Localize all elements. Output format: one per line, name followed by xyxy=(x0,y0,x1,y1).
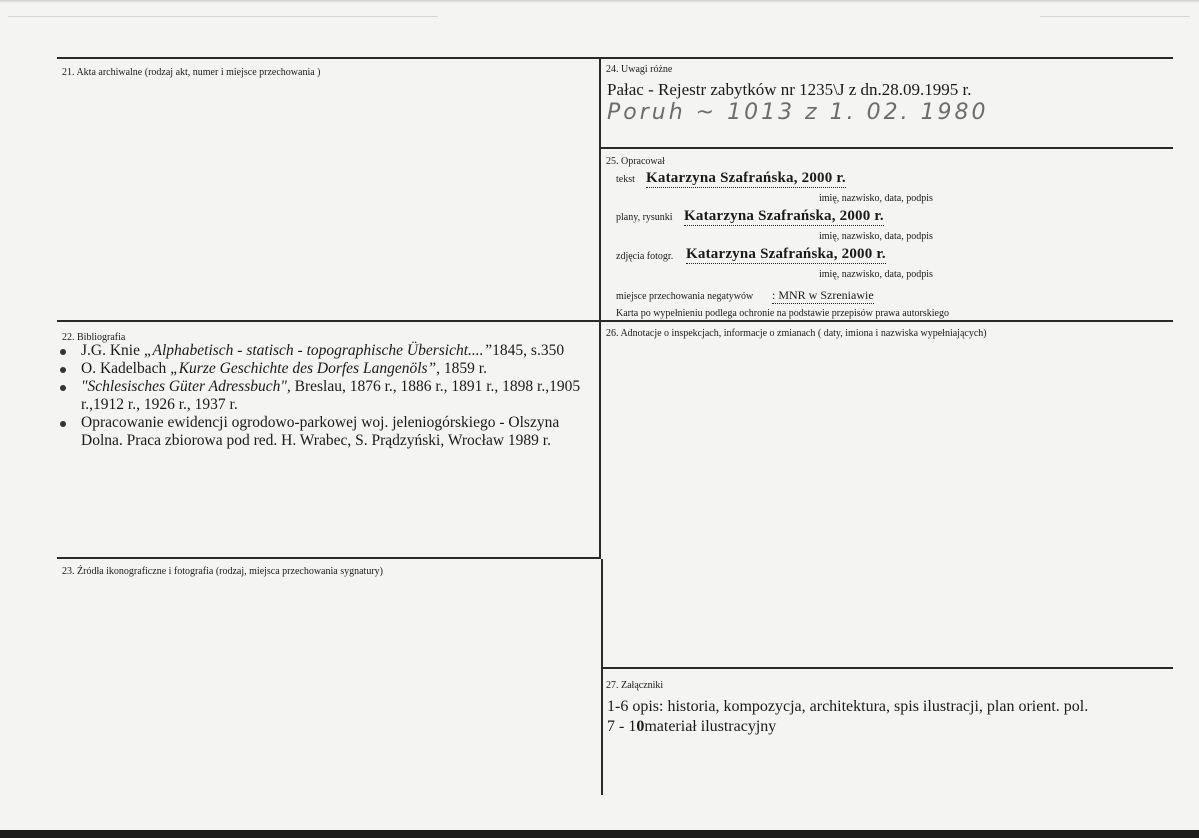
bullet-icon xyxy=(60,349,66,355)
section-23-title: 23. Źródła ikonograficzne i fotografia (rodzaj, miejsca przechowania sygnatury) xyxy=(62,566,383,577)
divider-21-22 xyxy=(57,320,1173,322)
signature-caption: imię, nazwisko, data, podpis xyxy=(819,193,933,204)
section-21-title: 21. Akta archiwalne (rodzaj akt, numer i miejsce przechowania ) xyxy=(62,67,321,78)
zdjecia-author: Katarzyna Szafrańska, 2000 r. xyxy=(686,246,886,262)
bibliography-item: Opracowanie ewidencji ogrodowo-parkowej woj. jeleniogórskiego - Olszyna Dolna. Praca zbiorowa pod red. H. Wrabec, S. Prądzyński, Wrocław 1989 r. xyxy=(57,414,597,450)
bullet-icon xyxy=(60,385,66,391)
negatives-value: : MNR w Szreniawie xyxy=(772,288,874,302)
attachment-line: 1-6 opis: historia, kompozycja, architektura, spis ilustracji, plan orient. pol. xyxy=(607,698,1089,715)
divider-24-25 xyxy=(601,147,1173,149)
plany-author: Katarzyna Szafrańska, 2000 r. xyxy=(684,208,884,224)
bibliography-item: O. Kadelbach „Kurze Geschichte des Dorfes Langenöls”, 1859 r. xyxy=(57,360,597,378)
scan-artifact-line xyxy=(1040,16,1190,17)
divider-22-23 xyxy=(57,557,601,559)
section-24-title: 24. Uwagi różne xyxy=(606,64,673,75)
page-top-edge xyxy=(0,0,1199,3)
right-column-left-border xyxy=(601,559,603,795)
signature-caption: imię, nazwisko, data, podpis xyxy=(819,231,933,242)
attachments xyxy=(607,697,1088,737)
attachment-line: 7 - 10materiał ilustracyjny xyxy=(607,718,777,735)
signature-caption: imię, nazwisko, data, podpis xyxy=(819,269,933,280)
section-24-text: Pałac - Rejestr zabytków nr 1235\J z dn.28.09.1995 r. xyxy=(607,80,972,99)
handwritten-note: Poruh ~ 1013 z 1. 02. 1980 xyxy=(607,100,989,125)
section-27-title: 27. Załączniki xyxy=(606,680,664,691)
bullet-icon xyxy=(60,421,66,427)
zdjecia-label: zdjęcia fotogr. xyxy=(616,251,674,262)
scan-bottom-edge xyxy=(0,830,1199,838)
bibliography-list xyxy=(57,342,597,450)
bibliography-item: J.G. Knie „Alphabetisch - statisch - topographische Übersicht....”1845, s.350 xyxy=(57,342,597,360)
scan-artifact-line xyxy=(8,16,438,17)
section-22-title: 22. Bibliografia xyxy=(62,332,126,343)
top-border xyxy=(57,57,1173,59)
copyright-note: Karta po wypełnieniu podlega ochronie na podstawie przepisów prawa autorskiego xyxy=(616,308,949,319)
section-25-title: 25. Opracował xyxy=(606,156,665,167)
bullet-icon xyxy=(60,367,66,373)
section-26-title: 26. Adnotacje o inspekcjach, informacje o zmianach ( daty, imiona i nazwiska wypełniających) xyxy=(606,328,987,339)
center-divider xyxy=(599,57,601,559)
bibliography-item: "Schlesisches Güter Adressbuch", Breslau, 1876 r., 1886 r., 1891 r., 1898 r.,1905 r.,1912 r., 1926 r., 1937 r. xyxy=(57,378,597,414)
divider-26-27 xyxy=(601,667,1173,669)
tekst-author: Katarzyna Szafrańska, 2000 r. xyxy=(646,170,846,186)
plany-label: plany, rysunki xyxy=(616,212,673,223)
tekst-label: tekst xyxy=(616,174,635,185)
negatives-label: miejsce przechowania negatywów xyxy=(616,291,754,302)
